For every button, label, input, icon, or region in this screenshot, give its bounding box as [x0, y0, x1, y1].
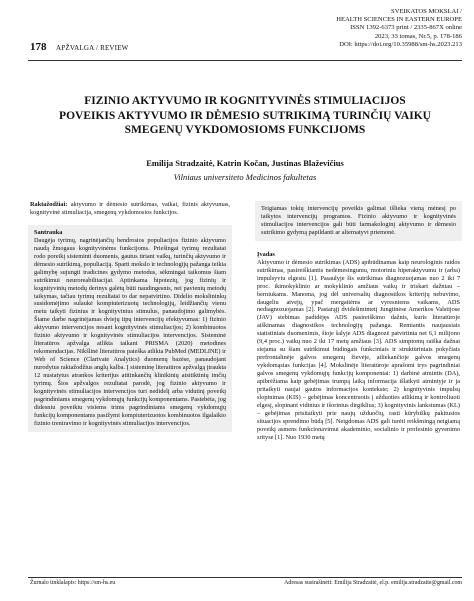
doi-link[interactable]: DOI: https://doi.org/10.35988/sm-hs.2023.213 — [339, 40, 462, 48]
summary-box — [28, 225, 232, 432]
keywords-text: aktyvumo ir dėmesio sutrikimas, vaikai, fizinis aktyvumas, kognityvinė stimuliacija, smegenų vykdomosios funkcijos. — [30, 201, 230, 216]
left-column — [30, 201, 230, 432]
affiliation: Vilniaus universiteto Medicinos fakultetas — [173, 172, 317, 182]
journal-line: SVEIKATOS MOKSLAI / — [391, 8, 462, 15]
summary-heading: Santrauka — [34, 228, 63, 236]
summary-text: Daugėja tyrimų, nagrinėjančių bendrosios populiacijos fizinio aktyvumo naudą žmogaus kognityvinėms funkcijoms. Priešingai tyrimų rezultatai rodo poreikį sisteminti duomenis, gautus tiriant vaikų, turinčių aktyvumo ir dėmesio sutrikimą, populiaciją. Sparti mokslo ir technologijų pažanga teikia galimybę sujungti tradicines gydymo metodus, sėkmingai taikomus šiam sutrikimui neuroreabilitacijai. Aptinkama hipotezių, jog fizinių ir kognityvinių metodų derinys galėtų būti naudingesnis, nei pavienių metodų taikymas, tačiau tyrimų rezultatai to dar nepatvirtino. Didelio mokslininkų susidomėjimo sulaukė kompiuterizuotų technologijų, leidžiančių vienu metu taikyti fizinius ir kognityvinius stimulus, panaudojimo galimybės. Šiame darbe nagrinėjamas dviejų tipų intervencijų efektyvumas: 1) fizinio aktyvumo intervencijos nesant kognityvinės stimuliacijos; 2) kombinuotos fizinio aktyvumo ir kognityvinės stimuliacijos intervencijos. Sisteminė literatūros apžvalga atlikta taikant PRISMA (2020) metodines rekomendacijas. Nikšlinė literatūros paieška atlikta PubMed (MEDLINE) ir Web of Science (Clarivate Analytics) duomenų bazėse, panaudojant nurodytus raktažodžius anglų kalba. Į sisteminę literatūros apžvalgą įtraukta 12 nustatytus atrankos kriterijus atitinkančių klinikinių atsitiktinių imčių tyrimų. Šios apžvalgos rezultatai parodė, jog fizinio aktyvumo ir kognityvinės stimuliacijos intervencijos turi nedidelį arba vidutinį poveikį pagrindiniams smegenų vykdomųjų funkcijų komponentams. Pastebėta, jog didesniu poveikiu visiems trims pagrindiniams smegenų vykdomųjų funkcijų komponentams pasižymi kompiuterizuotos kombinuotos ilgalaikio fizinio treniravimo ir kognityvinės stimuliacijos intervencijos. — [34, 236, 227, 427]
header-divider — [28, 60, 462, 61]
authors: Emilija Stradzaitė, Katrin Kočan, Justinas Blaževičius — [146, 158, 344, 168]
keywords — [30, 201, 230, 217]
footer-divider — [28, 577, 462, 578]
correspondence-address[interactable]: Adresas susirašinėti: Emilija Stradzaitė, el.p. emilija.stradzaite@gmail.com — [284, 580, 462, 586]
summary-continued-text: Teigiamas tokių intervencijų poveikis galimai išlieka vieną mėnesį po taikytos intervencijų programos. Fizinio aktyvumo ir kognityvinės stimuliacijos intervencijos gali būti farmakologinį aktyvumo ir dėmesio sutrikimo gydymą papildanti ar alternatyvi priemonė. — [261, 205, 456, 236]
right-column — [257, 201, 460, 442]
journal-info — [336, 8, 462, 49]
journal-line: 2023, 33 tomas, Nr.5, p. 178-186 — [374, 32, 462, 40]
title-line: FIZINIO AKTYVUMO IR KOGNITYVINĖS STIMULIACIJOS — [84, 95, 406, 107]
intro-text: Aktyvumo ir dėmesio sutrikimas (ADS) apibūdinamas kaip neurologinis raidos sutrikimas, pasireiškiantis nedėmesingumu, motoriniu hiperaktyvumu ir (arba) impulsyviu elgesiu [1]. Pasaulyje šis sutrikimas diagnozuojamas nuo 2 iki 7 proc. ikimokyklinio ar mokyklinio amžiaus vaikų ir triskart dažniau – berniukams. Manoma, jog dėl universalių diagnostikos kriterijų nebuvimo, daugeliu atvejų, ypač mergaitėms ar vyresniems vaikams, ADS nediagnozuojamas [2]. Pastarąjį dvidešimtmetį Jungtinėse Amerikos Valstijose (JAV) stebimas padidėjęs ADS pasireiškimo dažnis, kuris literatūroje aiškinamas diagnostikos technologijų pažanga. Remiantis naujausiais statistiniais duomenimis, šioje šalyje ADS diagnozė patvirtinta net 6,1 milijono (9,4 proc.) vaikų nuo 2 iki 17 metų amžiaus [3]. ADS simptomų raiška dažnai siejama su šiam sutrikimui būdingais funkciniais ir struktūriniais pokyčiais prefrontalinėje galvos smegenų žievėje, atliekančioje galvos smegenų vykdomąsias funkcijas [4]. Mokslinėje literatūroje aprašomi trys pagrindiniai galvos smegenų vykdomųjų funkcijų komponentai: 1) darbinė atmintis (DA), apibrėžiama kaip gebėjimas trumpą laiką informacija išlaikyti atmintyje ir ja pritaikyti naujai gautos informacijos kontekste; 2) kognityvinis impulsų slopinimas (KIS) – gebėjimas koncentruotis į užduoties atlikimą ir kontroliuoti elgesį, slopinant vidinius ir išorinius dirgiklius; 3) kognityvinis lankstumas (KL) – gebėjimas prisitaikyti prie naujų užduočių, rasti kūrybiškų pakitusios situacijos sprendimo būdą [5]. Neigdomas ADS gali turėti reikšmingą neigiamą poveikį asmens funkcionavimui akademinio, socialinio ir profesinio gyvenimo srityse [1]. Nuo 1930 metų — [257, 258, 460, 441]
intro-heading: Įvadas — [257, 250, 275, 258]
journal-website[interactable]: Žurnalo tinklalapis: https://sm-hs.eu — [30, 580, 116, 586]
article-title — [28, 94, 462, 138]
page-number: 178 — [30, 41, 47, 53]
title-line: SMEGENŲ VYKDOMOSIOMS FUNKCIJOMS — [124, 124, 366, 136]
journal-line: HEALTH SCIENCES IN EASTERN EUROPE — [336, 16, 462, 24]
section-label: APŽVALGA / REVIEW — [56, 44, 129, 52]
keywords-label: Raktažodžiai: — [30, 201, 68, 208]
title-line: POVEIKIS AKTYVUMO IR DĖMESIO SUTRIKIMĄ TURINČIŲ VAIKŲ — [59, 109, 431, 122]
journal-line: ISSN 1392-6373 print / 2335-867X online — [350, 24, 462, 32]
summary-continued — [255, 201, 462, 241]
